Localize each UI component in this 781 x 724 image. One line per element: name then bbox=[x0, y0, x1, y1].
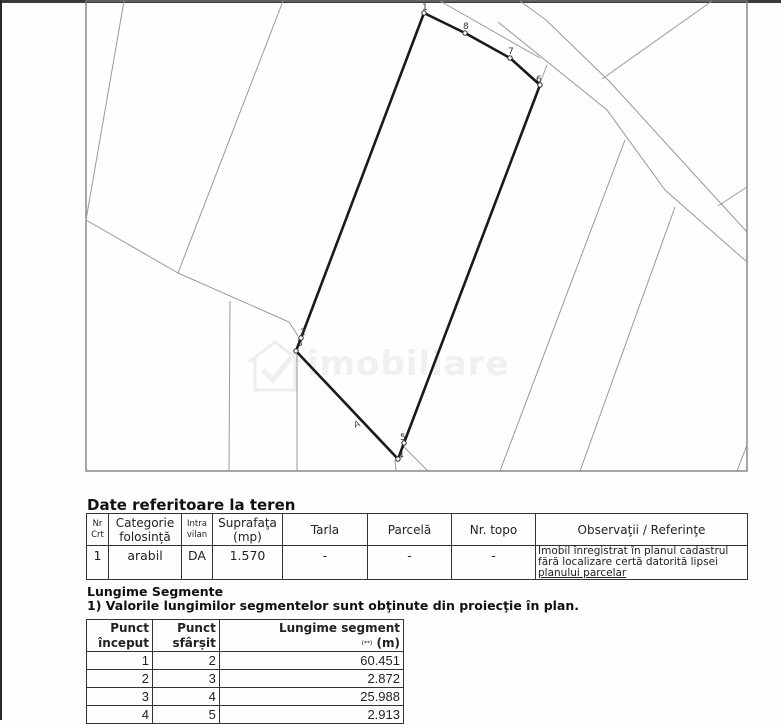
segments-table-body bbox=[87, 652, 404, 724]
cell-length: 60.451 bbox=[219, 652, 403, 670]
point-markers bbox=[294, 3, 542, 461]
header-punct-sfarsit: Punct sfârșit bbox=[152, 620, 219, 652]
point-label: 5 bbox=[400, 433, 406, 443]
land-table-header bbox=[87, 514, 748, 546]
header-suprafata: Suprafaţa (mp) bbox=[213, 514, 283, 546]
parcel-line bbox=[395, 460, 396, 471]
header-categorie: Categorie folosință bbox=[109, 514, 182, 546]
cell-end: 4 bbox=[152, 688, 219, 706]
road-edge bbox=[520, 1, 747, 232]
cell-tarla: - bbox=[283, 546, 368, 580]
point-marker bbox=[294, 349, 298, 353]
point-label: 7 bbox=[508, 47, 514, 57]
cell-start: 2 bbox=[87, 670, 153, 688]
parcel-line bbox=[718, 187, 747, 206]
map-frame bbox=[86, 1, 747, 471]
cell-nr: 1 bbox=[87, 546, 109, 580]
header-nr-crt: Nr Crt bbox=[87, 514, 109, 546]
subject-parcel bbox=[296, 13, 540, 459]
cell-observatii: Imobil înregistrat în planul cadastrul fără localizare certă datorită lipsei planului parcelar bbox=[536, 546, 748, 580]
point-label: 2 bbox=[300, 328, 306, 338]
road-edge bbox=[498, 22, 747, 262]
land-section-title: Date referitoare la teren bbox=[87, 496, 296, 514]
header-observatii: Observaţii / Referinţe bbox=[536, 514, 748, 546]
cell-end: 5 bbox=[152, 706, 219, 724]
cell-parcela: - bbox=[368, 546, 452, 580]
parcel-line bbox=[86, 1, 124, 220]
neighbor-parcel-lines bbox=[86, 1, 747, 471]
point-label: 4 bbox=[398, 451, 404, 461]
parcel-line bbox=[178, 1, 283, 273]
segment-label: A bbox=[352, 419, 362, 431]
point-label: 8 bbox=[463, 22, 469, 32]
cell-start: 4 bbox=[87, 706, 153, 724]
watermark-text: imobiliare bbox=[307, 344, 510, 384]
parcel-line bbox=[402, 445, 428, 471]
parcel-line bbox=[737, 445, 747, 471]
cell-nr-topo: - bbox=[452, 546, 536, 580]
segments-title: Lungime Segmente bbox=[87, 584, 224, 599]
point-label: 3 bbox=[297, 339, 303, 349]
parcel-line bbox=[602, 1, 712, 79]
header-nr-topo: Nr. topo bbox=[452, 514, 536, 546]
header-intravilan: Intra vilan bbox=[182, 514, 213, 546]
cell-end: 2 bbox=[152, 652, 219, 670]
segment-row bbox=[87, 670, 404, 688]
cell-start: 1 bbox=[87, 652, 153, 670]
cell-length: 25.988 bbox=[219, 688, 403, 706]
parcel-boundary bbox=[296, 13, 540, 459]
cell-start: 3 bbox=[87, 688, 153, 706]
segments-table bbox=[86, 619, 404, 724]
land-table bbox=[86, 513, 748, 580]
segment-row bbox=[87, 706, 404, 724]
parcel-line bbox=[229, 301, 230, 471]
cell-end: 3 bbox=[152, 670, 219, 688]
segments-section bbox=[87, 585, 579, 613]
header-parcela: Parcelă bbox=[368, 514, 452, 546]
segments-note: 1) Valorile lungimilor segmentelor sunt obţinute din proiecţie în plan. bbox=[87, 598, 580, 613]
segment-row bbox=[87, 652, 404, 670]
header-punct-inceput: Punct început bbox=[87, 620, 153, 652]
cell-categorie: arabil bbox=[109, 546, 182, 580]
header-tarla: Tarla bbox=[283, 514, 368, 546]
point-label: 6 bbox=[536, 75, 542, 85]
parcel-line bbox=[178, 273, 298, 336]
cell-suprafata: 1.570 bbox=[213, 546, 283, 580]
cell-length: 2.913 bbox=[219, 706, 403, 724]
point-label: 1 bbox=[422, 3, 428, 13]
segments-table-header bbox=[87, 620, 404, 652]
land-table-row bbox=[87, 546, 748, 580]
parcel-line bbox=[500, 140, 625, 471]
parcel-line bbox=[580, 207, 675, 471]
cell-intravilan: DA bbox=[182, 546, 213, 580]
parcel-line bbox=[86, 220, 178, 273]
segment-row bbox=[87, 688, 404, 706]
header-lungime-segment: Lungime segment (**) (m) bbox=[219, 620, 403, 652]
cell-length: 2.872 bbox=[219, 670, 403, 688]
